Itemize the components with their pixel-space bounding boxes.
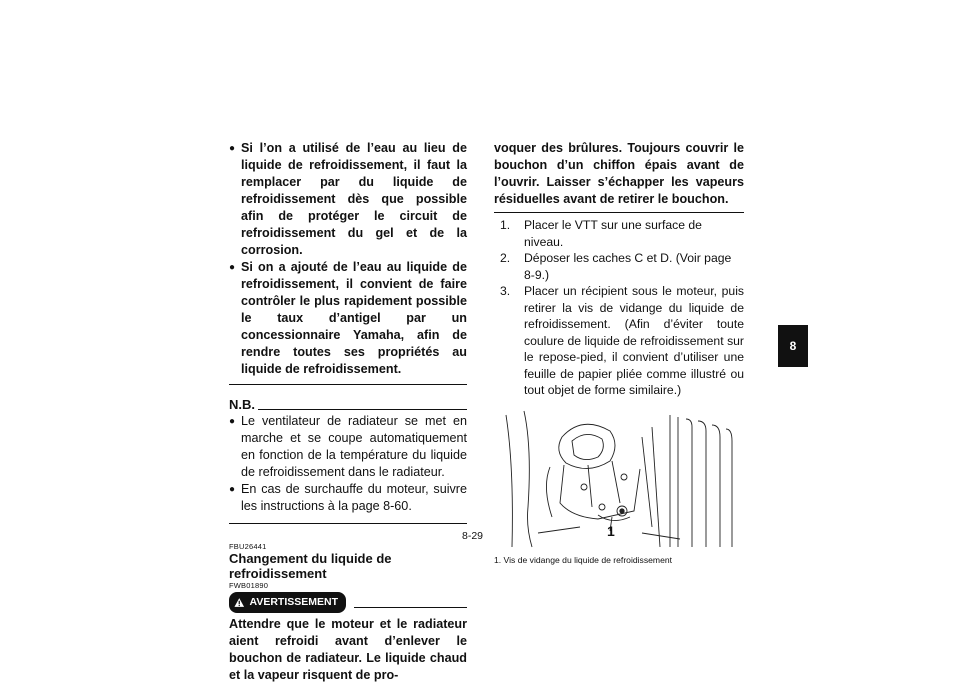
- warning-text-continued: voquer des brûlures. Toujours couvrir le bouchon d’un chiffon épais avant de l’ouvrir. Laisser s’échapper les vapeurs résiduelles avant de retirer le bouchon.: [494, 141, 744, 206]
- engine-line-drawing: [502, 407, 740, 553]
- step-item: 3. Placer un récipient sous le moteur, puis retirer la vis de vidange du liquide de refroidissement. (Afin d’éviter toute coulure de liquide de refroidissement sur le repose-pied, il convient d’utiliser une feuille de papier pliée comme illustré ou tout objet de forme similaire.): [500, 284, 744, 397]
- chapter-tab: 8: [778, 325, 808, 367]
- note-label: N.B.: [229, 397, 255, 412]
- divider: [229, 523, 467, 524]
- right-column: [494, 140, 744, 566]
- warning-bullet: ● Si on a ajouté de l’eau au liquide de refroidissement, il convient de faire contrôler le plus rapidement possible le taux d’antigel par un concessionnaire Yamaha, afin de rendre toutes ses propriétés au liquide de refroidissement.: [229, 259, 467, 378]
- callout-label: 1: [607, 522, 615, 539]
- figure-caption: 1. Vis de vidange du liquide de refroidissement: [494, 554, 673, 565]
- step-item: 2. Déposer les caches C et D. (Voir page 8-9.): [500, 251, 732, 282]
- procedure-steps: [494, 217, 744, 399]
- warning-badge: [229, 592, 346, 613]
- divider: [258, 409, 467, 410]
- page-number: 8-29: [462, 530, 484, 542]
- warning-header: [229, 592, 467, 613]
- left-column: [229, 140, 467, 684]
- engine-drain-illustration: [502, 407, 740, 553]
- warning-triangle-icon: [234, 597, 245, 608]
- note-header: [229, 396, 467, 413]
- section-code: FBU26441: [229, 542, 267, 551]
- divider: [354, 607, 467, 608]
- warning-bullet: ● Si l’on a utilisé de l’eau au lieu de liquide de refroidissement, il faut la remplacer par du liquide de refroidissement dès que possible afin de protéger le circuit de refroidissement du gel et de la corrosion.: [229, 140, 467, 259]
- divider: [229, 384, 467, 385]
- step-item: 1. Placer le VTT sur une surface de niveau.: [500, 218, 702, 249]
- divider: [494, 212, 744, 213]
- note-bullet: ● Le ventilateur de radiateur se met en marche et se coupe automatiquement en fonction de la température du liquide de refroidissement dans le radiateur.: [229, 413, 467, 481]
- note-bullet: ● En cas de surchauffe du moteur, suivre les instructions à la page 8-60.: [229, 481, 467, 515]
- warning-text: Attendre que le moteur et le radiateur aient refroidi avant d’enlever le bouchon de radiateur. Le liquide chaud et la vapeur risquent de pro-: [229, 617, 467, 682]
- warning-code: FWB01890: [229, 581, 269, 590]
- warning-label: AVERTISSEMENT: [249, 596, 338, 608]
- section-title: Changement du liquide de refroidissement: [229, 551, 392, 581]
